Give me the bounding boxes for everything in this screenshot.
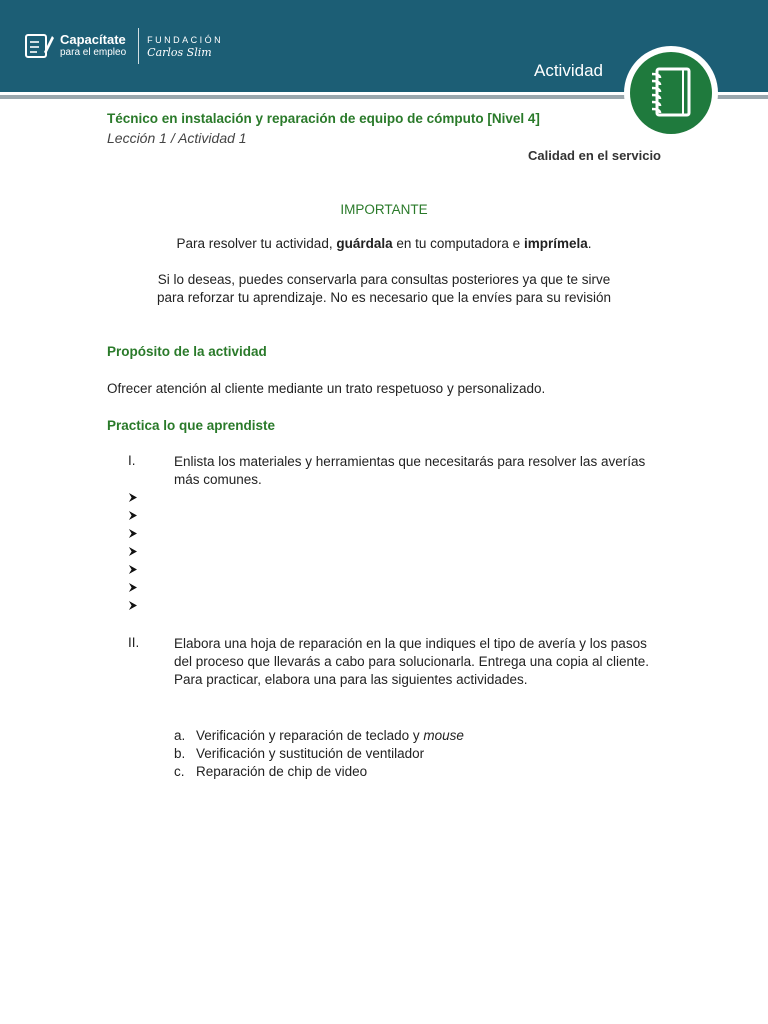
logo-text <box>60 33 126 59</box>
item-1-text: Enlista los materiales y herramientas que necesitarás para resolver las averías más comunes. <box>174 454 646 487</box>
list-item <box>174 745 464 763</box>
foundation-signature: Carlos Slim <box>147 45 212 59</box>
list-item <box>128 524 148 542</box>
checklist-pencil-icon <box>24 32 54 60</box>
instructions-save-bold: guárdala <box>336 236 393 251</box>
logo-sub-text: para el empleo <box>60 47 127 58</box>
activity-badge <box>624 46 718 140</box>
lesson-label: Lección 1 / Actividad 1 <box>107 130 247 146</box>
course-title: Técnico en instalación y reparación de equipo de cómputo [Nivel 4] <box>107 111 540 126</box>
foundation-top-text: FUNDACIÓN <box>147 34 224 45</box>
list-item <box>174 763 464 781</box>
sub-a-text-italic: mouse <box>423 728 464 743</box>
list-item <box>128 578 148 596</box>
practice-heading: Practica lo que aprendiste <box>107 418 276 433</box>
empty-bullet-list <box>128 488 148 614</box>
keep-paragraph-line1: Si lo deseas, puedes conservarla para consultas posteriores ya que te sirve <box>157 272 611 287</box>
activity-sublist <box>174 727 464 781</box>
instructions-text-a: Para resolver tu actividad, <box>176 236 337 251</box>
list-item <box>128 560 148 578</box>
sub-c-letter: c. <box>174 764 185 779</box>
arrowhead-bullet-icon <box>128 565 137 574</box>
list-item <box>174 727 464 745</box>
item-2-number: II. <box>128 635 140 650</box>
important-heading: IMPORTANTE <box>340 202 428 217</box>
item-2-text: Elabora una hoja de reparación en la que indiques el tipo de avería y los pasos del proceso que llevarás a cabo para solucionarla. Entrega una copia al cliente. Para practicar, elabora una para las siguientes actividades. <box>174 636 650 687</box>
sub-a-text-main: Verificación y reparación de teclado y <box>196 728 424 743</box>
instructions-paragraph <box>100 235 668 253</box>
list-item <box>128 506 148 524</box>
keep-paragraph <box>100 271 668 307</box>
sub-b-letter: b. <box>174 746 186 761</box>
instructions-text-c: en tu computadora e <box>392 236 524 251</box>
list-item <box>128 542 148 560</box>
arrowhead-bullet-icon <box>128 529 137 538</box>
instructions-print-bold: imprímela <box>523 236 588 251</box>
arrowhead-bullet-icon <box>128 583 137 592</box>
purpose-text: Ofrecer atención al cliente mediante un trato respetuoso y personalizado. <box>107 381 546 396</box>
arrowhead-bullet-icon <box>128 601 137 610</box>
list-item <box>128 488 148 506</box>
list-item <box>128 596 148 614</box>
sub-a-text <box>196 727 464 745</box>
item-1-number: I. <box>128 453 136 468</box>
section-title: Actividad <box>534 61 603 80</box>
sub-c-text: Reparación de chip de video <box>196 764 368 779</box>
keep-paragraph-line2: para reforzar tu aprendizaje. No es necesario que la envíes para su revisión <box>156 290 611 305</box>
arrowhead-bullet-icon <box>128 547 137 556</box>
notebook-icon <box>630 52 712 134</box>
logo <box>24 28 223 64</box>
arrowhead-bullet-icon <box>128 493 137 502</box>
badge-circle <box>630 52 712 134</box>
instructions-text-e: . <box>587 236 592 251</box>
topic-label: Calidad en el servicio <box>528 148 661 163</box>
purpose-heading: Propósito de la actividad <box>107 344 267 359</box>
logo-main-text: Capacítate <box>60 32 126 47</box>
sub-b-text: Verificación y sustitución de ventilador <box>196 746 425 761</box>
sub-a-letter: a. <box>174 728 186 743</box>
arrowhead-bullet-icon <box>128 511 137 520</box>
logo-divider <box>138 28 139 64</box>
foundation-logo <box>147 34 223 59</box>
